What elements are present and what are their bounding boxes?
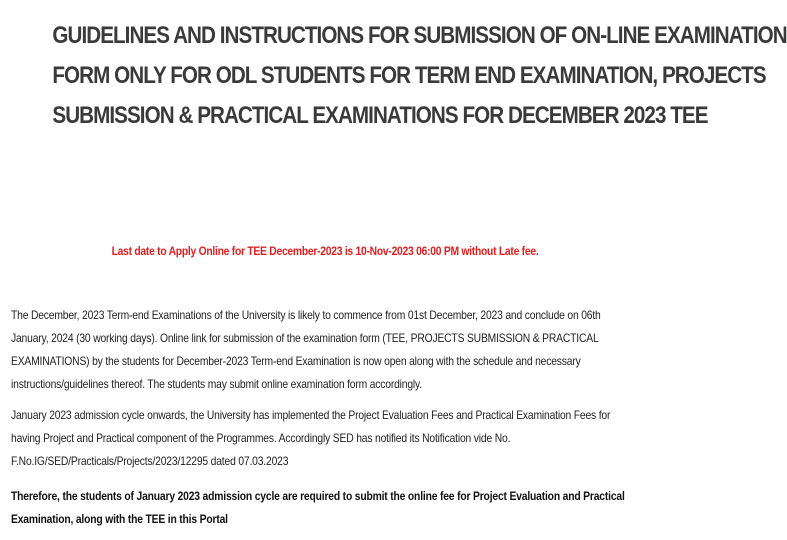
exam-schedule-paragraph: The December, 2023 Term-end Examinations of the University is likely to commence from 01st December, 2023 and conclude on 06th January, 2024 (30 working days). Online link for submission of the examination form (TEE, PROJECTS SUBMISSION & PRACTICAL EXAMINATIONS) by the students for December-2023 Term-end Examination is now open along with the schedule and necessary instructions/guidelines thereof. The students may submit online examination form accordingly. [11,308,601,391]
page-title-line-1: GUIDELINES AND INSTRUCTIONS FOR SUBMISSION OF ON-LINE EXAMINATION [52,22,787,49]
fee-notification-paragraph: January 2023 admission cycle onwards, the University has implemented the Project Evaluation Fees and Practical Examination Fees for having Project and Practical component of the Programmes. Accordingly SED has notified its Notification vide No. F.No.IG/SED/Practicals/Projects/2023/12295 dated 07.03.2023 [11,408,611,468]
page-title-line-3: SUBMISSION & PRACTICAL EXAMINATIONS FOR DECEMBER 2023 TEE [52,102,708,129]
deadline-notice: Last date to Apply Online for TEE December-2023 is 10-Nov-2023 06:00 PM without Late fee. [111,244,539,258]
page-title [52,16,787,136]
page-title-line-2: FORM ONLY FOR ODL STUDENTS FOR TERM END EXAMINATION, PROJECTS [52,62,766,89]
fee-requirement-paragraph: Therefore, the students of January 2023 admission cycle are required to submit the online fee for Project Evaluation and Practical Examination, along with the TEE in this Portal [11,489,625,526]
